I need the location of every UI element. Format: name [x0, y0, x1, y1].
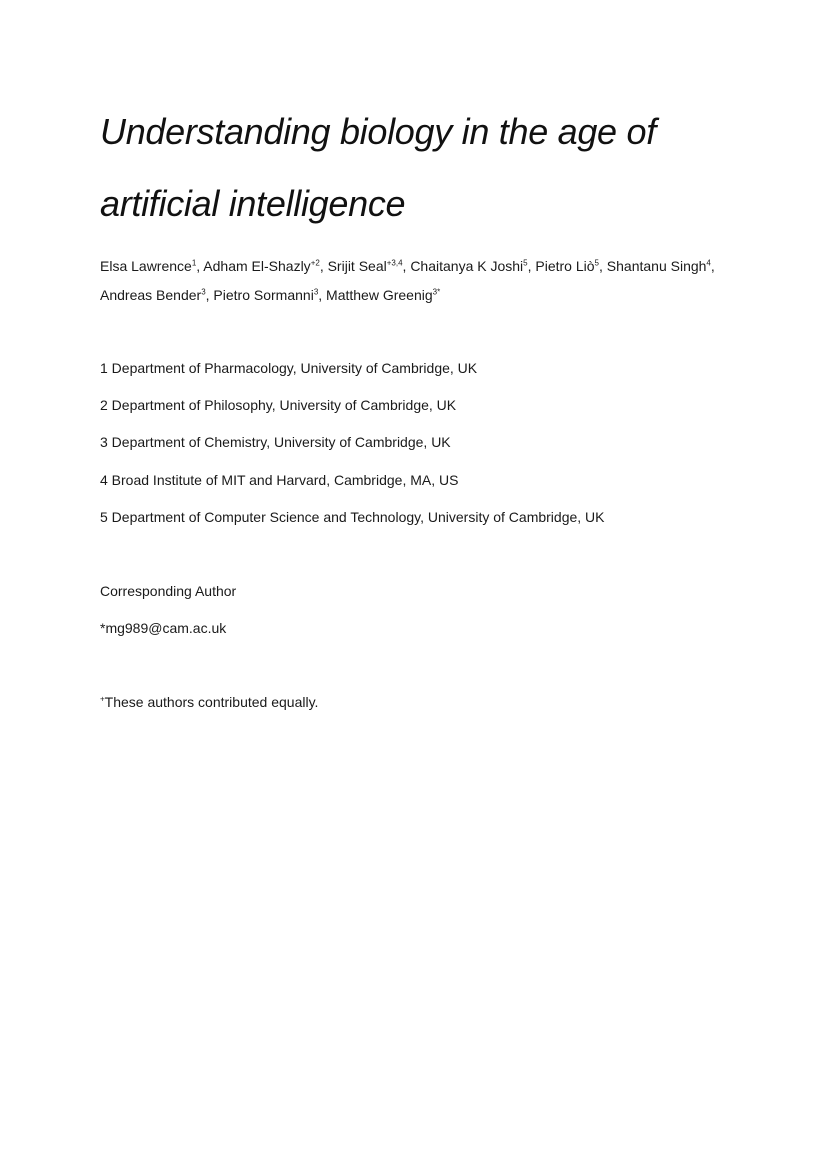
- author: Shantanu Singh: [606, 258, 707, 274]
- footnote-mark: +: [100, 694, 105, 704]
- affiliation-3: 3 Department of Chemistry, University of Cambridge, UK: [100, 434, 451, 450]
- author-affiliation-mark: 1: [191, 258, 197, 268]
- author-list: Elsa Lawrence$^1$, Adham El-Shazly$^{+2}$, Srijit Seal$^{+3,4}$, Chaitanya K Joshi$^5$, Pietro Liò$^5$, Shantanu Singh$^4$, Andreas Bender$^3$, Pietro Sormanni$^3$, Matthew Greenig$^{3*}$: [100, 258, 715, 303]
- author: Andreas Bender: [100, 287, 202, 303]
- corresponding-author-email: *mg989@cam.ac.uk: [100, 620, 227, 636]
- paper-title: Understanding biology in the age of artificial intelligence: [100, 111, 656, 224]
- affiliation-2: 2 Department of Philosophy, University of Cambridge, UK: [100, 397, 457, 413]
- author-affiliation-mark: 3*: [432, 287, 441, 297]
- equal-contribution-footnote: [100, 692, 318, 712]
- affiliation-4: 4 Broad Institute of MIT and Harvard, Cambridge, MA, US: [100, 472, 459, 488]
- corresponding-author-label: Corresponding Author: [100, 583, 237, 599]
- author: Pietro Liò: [535, 258, 595, 274]
- author-affiliation-mark: +3,4: [386, 258, 403, 268]
- author-affiliation-mark: +2: [310, 258, 320, 268]
- affiliation-5: 5 Department of Computer Science and Technology, University of Cambridge, UK: [100, 509, 605, 525]
- author: Chaitanya K Joshi: [410, 258, 524, 274]
- author-affiliation-mark: 3: [313, 287, 319, 297]
- author-affiliation-mark: 3: [201, 287, 206, 297]
- author: Srijit Seal: [327, 258, 387, 274]
- footnote-text: These authors contributed equally.: [104, 694, 319, 710]
- author: Adham El-Shazly: [203, 258, 311, 274]
- author: Matthew Greenig: [326, 287, 433, 303]
- author: Elsa Lawrence: [100, 258, 192, 274]
- affiliation-1: 1 Department of Pharmacology, University of Cambridge, UK: [100, 360, 478, 376]
- author: Pietro Sormanni: [213, 287, 314, 303]
- author-affiliation-mark: 4: [706, 258, 711, 268]
- author-affiliation-mark: 5: [523, 258, 528, 268]
- author-affiliation-mark: 5: [594, 258, 599, 268]
